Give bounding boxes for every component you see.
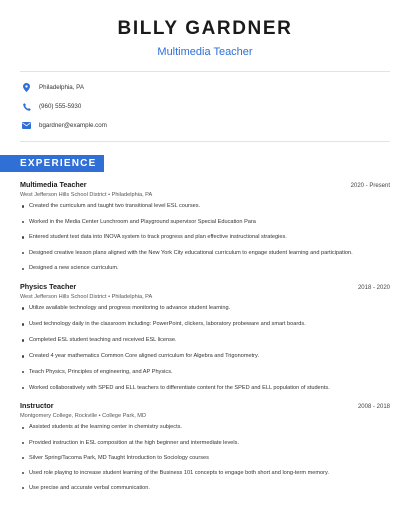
candidate-name: BILLY GARDNER <box>117 18 293 39</box>
contact-location-text: Philadelphia, PA <box>39 84 84 91</box>
job-bullet: Worked collaboratively with SPED and ELL teachers to differentiate content for the SPED and ELL population of students. <box>20 385 390 392</box>
job-bullets <box>20 424 390 491</box>
job-bullet: Silver Spring/Tacoma Park, MD Taught Introduction to Sociology courses <box>20 455 390 462</box>
resume-header <box>0 0 410 59</box>
contact-email-text: bgardner@example.com <box>39 122 107 129</box>
job-bullet: Used role playing to increase student learning of the Business 101 concepts to engage both short and long-term memory. <box>20 470 390 477</box>
job-bullet: Utilize available technology and progress monitoring to advance student learning. <box>20 305 390 312</box>
contact-phone <box>22 97 410 116</box>
job-bullet: Entered student test data into INOVA system to track progress and plan effective instructional strategies. <box>20 234 390 241</box>
job-organization: West Jefferson Hills School District • Philadelphia, PA <box>20 293 153 300</box>
job-bullet: Assisted students at the learning center in chemistry subjects. <box>20 424 390 431</box>
job-bullet: Completed ESL student teaching and received ESL license. <box>20 337 390 344</box>
job-entry <box>20 401 390 491</box>
contact-phone-text: (960) 555-5930 <box>39 103 82 110</box>
job-dates: 2020 - Present <box>350 183 390 189</box>
job-bullet: Used technology daily in the classroom including: PowerPoint, clickers, laboratory probeware and smart boards. <box>20 321 390 328</box>
experience-list <box>0 172 410 491</box>
job-bullets <box>20 305 390 392</box>
job-bullets <box>20 203 390 272</box>
job-entry <box>20 180 390 272</box>
job-title: Multimedia Teacher <box>20 180 87 189</box>
candidate-title: Multimedia Teacher <box>157 46 253 58</box>
phone-icon <box>22 102 31 111</box>
section-title: EXPERIENCE <box>0 155 104 172</box>
job-organization: Montgomery College, Rockville • College Park, MD <box>20 413 146 420</box>
email-icon <box>22 121 31 130</box>
job-title: Instructor <box>20 401 54 411</box>
experience-section-header <box>0 155 410 172</box>
location-pin-icon <box>22 83 31 92</box>
contact-divider <box>20 141 390 142</box>
job-bullet: Provided instruction in ESL composition at the high beginner and intermediate levels. <box>20 440 390 447</box>
job-bullet: Designed creative lesson plans aligned with the New York City educational curriculum to engage student learning and participation. <box>20 250 390 257</box>
job-organization: West Jefferson Hills School District • Philadelphia, PA <box>20 192 153 198</box>
job-title: Physics Teacher <box>20 281 77 291</box>
job-bullet: Use precise and accurate verbal communication. <box>20 485 390 492</box>
job-bullet: Created 4 year mathematics Common Core aligned curriculum for Algebra and Trigonometry. <box>20 353 390 360</box>
job-dates: 2018 - 2020 <box>357 284 390 291</box>
job-bullet: Teach Physics, Principles of engineering, and AP Physics. <box>20 369 390 376</box>
job-entry <box>20 282 390 392</box>
contact-list <box>0 72 410 141</box>
contact-location <box>22 78 410 97</box>
contact-email <box>22 116 410 135</box>
job-bullet: Created the curriculum and taught two transitional level ESL courses. <box>20 203 390 210</box>
job-bullet: Worked in the Media Center Lunchroom and Playground supervisor Special Education Para <box>20 219 390 226</box>
job-bullet: Designed a new science curriculum. <box>20 265 390 272</box>
job-dates: 2008 - 2018 <box>357 404 390 411</box>
